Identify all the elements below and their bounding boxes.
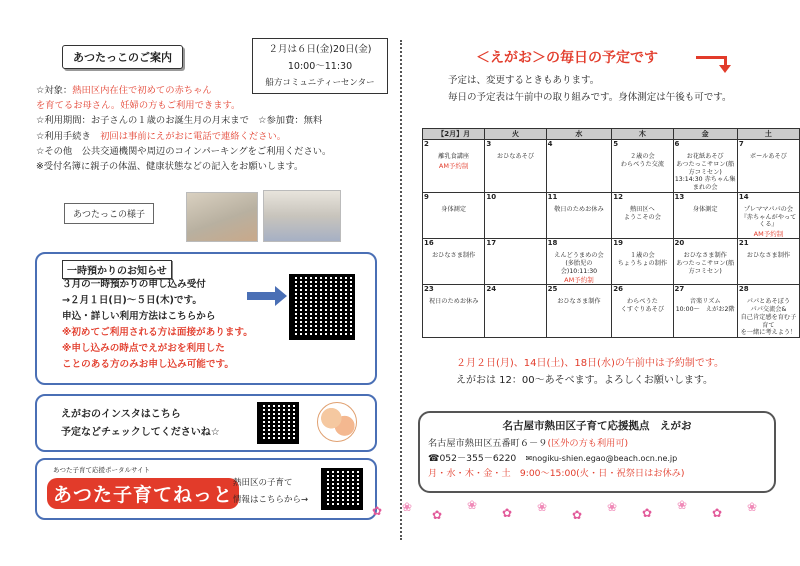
portal-qr[interactable]: [321, 468, 363, 510]
calendar-event: 身体測定: [441, 205, 467, 213]
calendar-day: 4: [547, 140, 553, 148]
info-line-6: ※受付名簿に親子の体温、健康状態などの記入をお願いします。: [36, 161, 304, 173]
calendar-day: 25: [547, 285, 558, 294]
insta-qr[interactable]: [257, 402, 299, 444]
flower-decoration: ✿ ❀ ✿ ❀ ✿ ❀ ✿ ❀ ✿ ❀ ✿ ❀: [372, 498, 758, 522]
footer-contact: [428, 451, 766, 466]
temp-care-line-2: →２月１日(日)～５日(木)です。: [62, 295, 202, 306]
calendar-day: 7: [738, 140, 744, 148]
calendar-day: 20: [674, 239, 685, 247]
calendar-cell: [673, 192, 737, 238]
calendar-header-4: 金: [673, 129, 737, 140]
calendar-row: [423, 285, 800, 338]
calendar-header-2: 水: [546, 129, 612, 140]
photo-1: [186, 192, 258, 242]
calendar-cell: [737, 140, 799, 193]
calendar-day: 28: [738, 285, 749, 294]
calendar-cell: [423, 140, 485, 193]
calendar-cell: [737, 285, 799, 338]
calendar-reservation: AM予約制: [564, 276, 594, 285]
calendar-header-1: 火: [485, 129, 546, 140]
calendar-day: 13: [674, 192, 685, 201]
title-arrow-icon: [696, 56, 726, 59]
calendar-day: 12: [613, 192, 623, 201]
calendar-cell: [546, 192, 612, 238]
calendar-header-0: 【2月】月: [423, 129, 485, 140]
temp-care-red-1: ※初めてご利用される方は面接があります。: [62, 327, 253, 338]
kids-illustration-icon: [317, 402, 357, 442]
portal-line-2: 情報はこちらから→: [233, 495, 309, 505]
calendar-day: 17: [486, 239, 497, 247]
insta-box: [35, 394, 377, 452]
portal-small-text: あつた子育て応援ポータルサイト: [53, 466, 151, 474]
calendar-event: おひなさま制作: [557, 298, 601, 306]
temp-care-line-3: 申込・詳しい利用方法はこちらから: [62, 311, 216, 322]
calendar-cell: [612, 285, 673, 338]
calendar-day: 24: [486, 285, 497, 294]
calendar-event: 音楽リズム 10:00～ えがお2階: [675, 298, 735, 313]
calendar-cell: [612, 140, 673, 193]
info-line-2: を育てるお母さん。妊婦の方もご利用できます。: [36, 100, 241, 112]
calendar-event: わらべうた くすぐりあそび: [620, 298, 665, 313]
calendar-event: プレママパパの会 『赤ちゃんがやってくる』: [740, 205, 797, 229]
temp-care-lines: [62, 277, 253, 373]
calendar-row: [423, 192, 800, 238]
calendar-day: 2: [424, 140, 429, 148]
calendar-cell: [485, 285, 546, 338]
calendar-day: 23: [424, 285, 434, 294]
schedule-date: ２月は６日(金)20日(金): [268, 44, 372, 55]
calendar-day: 19: [613, 239, 623, 247]
calendar-event: パパとあそぼう パパ交流会& 自己肯定感を育む子育て を一緒に考えよう！: [740, 298, 797, 337]
footer-box: [418, 411, 776, 493]
calendar-day: 26: [613, 285, 623, 294]
calendar-day: 9: [424, 192, 429, 201]
calendar-event: 熱田区へ ようこその会: [623, 205, 661, 221]
calendar-day: 5: [613, 140, 619, 148]
calendar-event: 身体測定: [692, 205, 718, 213]
calendar-header-3: 木: [612, 129, 673, 140]
temp-care-box: [35, 252, 377, 385]
calendar-day: 3: [486, 140, 492, 148]
calendar-cell: [485, 239, 546, 285]
right-title: ＜えがお＞の毎日の予定です: [476, 50, 658, 66]
calendar-row: [423, 140, 800, 193]
portal-text: [233, 475, 308, 509]
calendar-day: 10: [486, 192, 497, 201]
info-line-4: ☆利用手続き 初回は事前にえがおに電話で連絡ください。: [36, 130, 287, 142]
temp-care-red-2: ※申し込みの時点でえがおを利用した: [62, 343, 225, 354]
calendar-cell: [612, 192, 673, 238]
calendar-cell: [485, 192, 546, 238]
calendar-event: 離乳食講座: [438, 153, 470, 160]
portal-box: [35, 458, 377, 520]
calendar-reservation: AM予約制: [753, 230, 784, 238]
note-line-1: 予定は、変更するときもあります。: [448, 75, 600, 86]
footer-address: 名古屋市熱田区五番町６－９(区外の方も利用可): [428, 438, 629, 449]
right-notes: [448, 72, 731, 106]
insta-line-2: 予定などチェックしてくださいね☆: [61, 427, 220, 438]
calendar-cell: [737, 192, 799, 238]
insta-text: [61, 406, 220, 442]
calendar-cell: [673, 285, 737, 338]
footer-hours: 月・水・木・金・土 9:00～15:00(火・日・祝祭日はお休み): [428, 468, 685, 479]
info-list: [36, 83, 396, 174]
calendar-event: おひなあそび: [496, 153, 535, 160]
calendar-event: お花紙あそび あつたっこサロン(船方コミセン) 13:14:30 赤ちゃん集まれの会: [674, 153, 736, 191]
info-line-1: ☆対象：熱田区内在住で初めての赤ちゃん: [36, 85, 212, 96]
schedule-place: 船方コミュニティーセンター: [265, 78, 375, 88]
calendar-cell: [423, 239, 485, 285]
calendar-cell: [546, 140, 612, 193]
calendar-reservation: AM予約制: [438, 161, 469, 170]
calendar-day: 27: [674, 285, 685, 294]
calendar-cell: [485, 140, 546, 193]
photo-caption: あつたっこの様子: [64, 203, 154, 224]
calendar-event: おひなさま制作: [746, 252, 791, 259]
calendar-cell: [423, 192, 485, 238]
calendar-cell: [673, 140, 737, 193]
calendar-cell: [673, 239, 737, 285]
calendar-header-5: 土: [737, 129, 799, 140]
calendar-cell: [546, 285, 612, 338]
calendar-cell: [546, 239, 612, 285]
calendar-event: 祝日のためお休み: [428, 298, 479, 306]
reserve-note: ２月２日(月)、14日(土)、18日(水)の午前中は予約制です。: [456, 358, 725, 369]
calendar-row: [423, 239, 800, 285]
temp-care-red-3: ことのある方のみお申し込み可能です。: [62, 359, 234, 370]
calendar-event: １歳の会 ちょうちょの制作: [617, 252, 668, 267]
calendar-cell: [612, 239, 673, 285]
note-line-2: 毎日の予定表は午前中の取り組みです。身体測定は午後も可です。: [448, 92, 732, 103]
portal-line-1: 熱田区の子育て: [233, 478, 293, 488]
calendar-day: 18: [547, 239, 558, 247]
calendar-day: 16: [424, 239, 434, 247]
temp-care-line-1: ３月の一時預かりの申し込み受付: [62, 279, 206, 290]
footer-email[interactable]: ✉nogiku-shien.egao@beach.ocn.ne.jp: [525, 454, 678, 463]
calendar-day: 21: [738, 239, 749, 247]
calendar: [422, 128, 800, 338]
calendar-event: おひなさま制作: [432, 252, 476, 259]
calendar-event: おひなさま制作 あつたっこサロン(船方コミセン): [676, 252, 735, 275]
arrow-head-icon: [275, 286, 287, 306]
time-note: えがおは 12：00～あそべます。よろしくお願いします。: [456, 375, 714, 386]
info-line-5: ☆その他 公共交通機関や周辺のコインパーキングをご利用ください。: [36, 145, 332, 157]
portal-logo[interactable]: あつた子育てねっと: [47, 478, 239, 509]
calendar-cell: [423, 285, 485, 338]
calendar-cell: [737, 239, 799, 285]
guide-title: あつたっこのご案内: [62, 45, 183, 69]
calendar-event: えんどうまめの会 (多胎児の会)10:11:30: [554, 252, 604, 275]
arrow-right-icon: [247, 292, 277, 300]
footer-name: 名古屋市熱田区子育て応援拠点 えがお: [502, 420, 692, 432]
temp-care-title: 一時預かりのお知らせ: [62, 260, 172, 279]
calendar-event: 敬日のためお休み: [554, 205, 604, 213]
calendar-event: ２歳の会 わらべうた交流: [620, 153, 665, 168]
schedule-time: 10:00～11:30: [287, 61, 353, 72]
insta-line-1: えがおのインスタはこちら: [61, 409, 181, 420]
calendar-day: 6: [674, 140, 680, 148]
calendar-day: 11: [547, 192, 558, 201]
photo-2: [263, 190, 341, 242]
footer-tel: ☎052－355－6220: [428, 453, 517, 464]
calendar-day: 14: [738, 192, 749, 201]
temp-care-qr[interactable]: [289, 274, 355, 340]
info-line-3: ☆利用期間：お子さんの１歳のお誕生月の月末まで ☆参加費：無料: [36, 115, 323, 127]
page-divider: [400, 40, 402, 540]
calendar-event: ボールあそび: [749, 153, 787, 160]
